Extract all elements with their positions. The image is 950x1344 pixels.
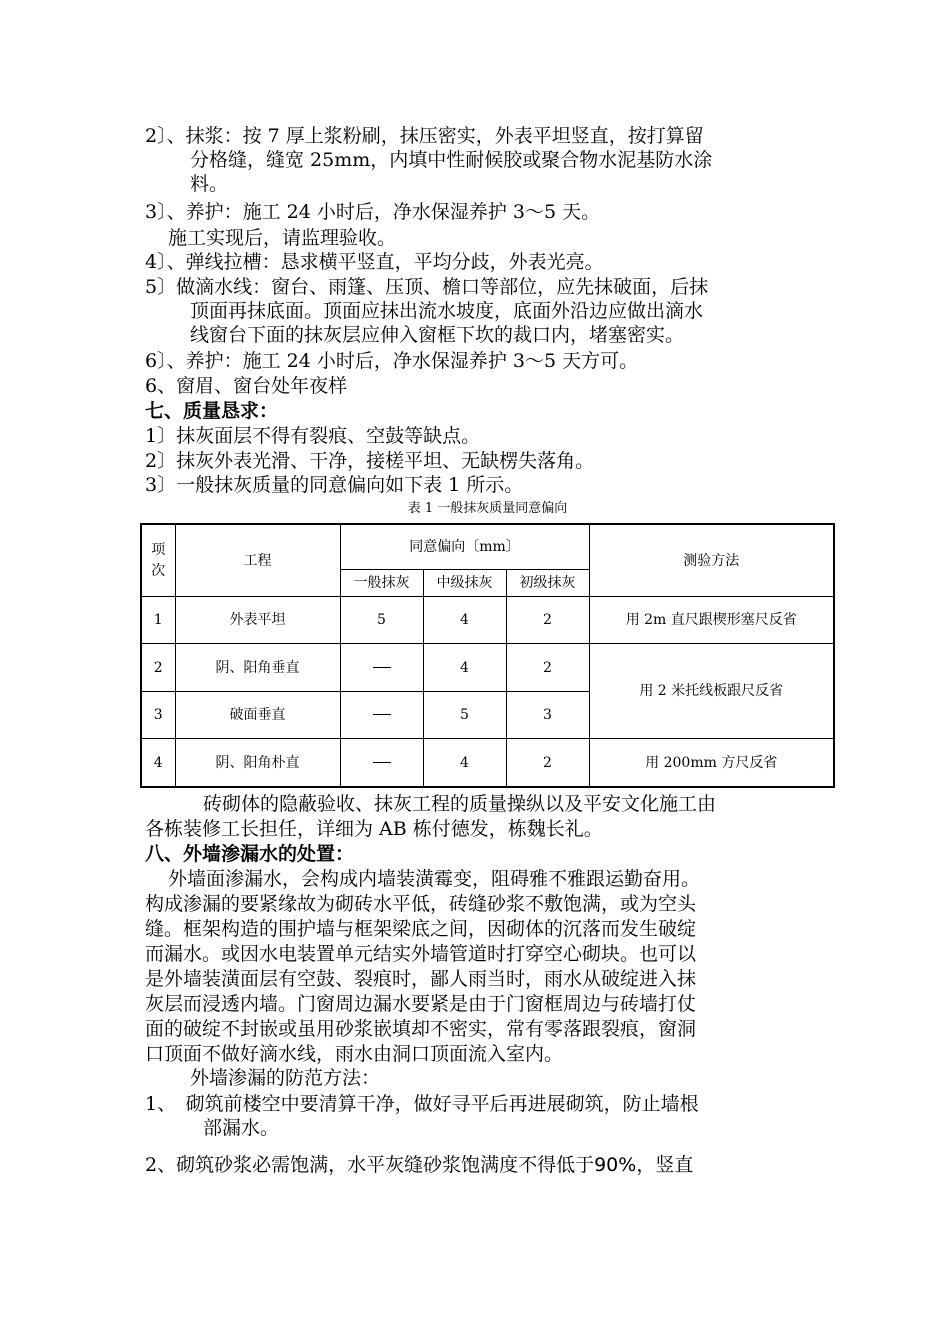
text-line: 料。 — [190, 173, 229, 195]
table-row — [141, 739, 834, 787]
text-line: 构成渗漏的要紧缘故为砌砖水平低，砖缝砂浆不敷饱满，或为空头 — [145, 893, 697, 915]
cell-general: 5 — [340, 597, 423, 644]
text-line: 外墙面渗漏水，会构成内墙装潢霉变，阻碍雅不雅跟运勤奋用。 — [168, 868, 701, 890]
quality-item-3: 3〕一般抹灰质量的同意偏向如下表 1 所示。 — [145, 474, 524, 496]
dash-mark — [373, 667, 391, 668]
table-row — [141, 597, 834, 644]
cell-basic: 3 — [506, 691, 589, 738]
item-drip-line — [145, 275, 810, 347]
cell-basic: 2 — [506, 597, 589, 644]
text-line: 1、 砌筑前楼空中要清算干净，做好寻平后再进展砌筑，防止墙根 — [145, 1093, 699, 1115]
cell-method: 用 2m 直尺跟楔形塞尺反省 — [589, 597, 834, 644]
header-item: 工程 — [175, 524, 340, 597]
cell-basic: 2 — [506, 644, 589, 691]
cell-method: 用 200mm 方尺反省 — [589, 739, 834, 787]
cell-general — [340, 644, 423, 691]
text-line: 2〕、抹浆：按 7 厚上浆粉刷，抹压密实，外表平坦竖直，按打算留 — [145, 125, 704, 147]
text-line: 部漏水。 — [203, 1117, 280, 1139]
item-curing-2: 6〕、养护：施工 24 小时后，净水保湿养护 3～5 天方可。 — [145, 350, 639, 372]
text-line: 分格缝，缝宽 25mm，内填中性耐候胶或聚合物水泥基防水涂 — [190, 149, 713, 171]
cell-item: 阴、阳角朴直 — [175, 739, 340, 787]
cell-intermediate: 5 — [423, 691, 506, 738]
cell-no: 2 — [141, 644, 175, 691]
prevention-item-1 — [145, 1092, 810, 1140]
subheader-basic: 初级抹灰 — [506, 569, 589, 596]
quality-item-2: 2〕抹灰外表光滑、干净，接槎平坦、无缺楞失落角。 — [145, 450, 595, 472]
text-line: 5〕做滴水线：窗台、雨篷、压顶、檐口等部位，应先抹破面，后抹 — [145, 276, 709, 298]
table-row — [141, 644, 834, 691]
table-caption: 表 1 一般抹灰质量同意偏向 — [407, 501, 568, 516]
dash-mark — [373, 762, 391, 763]
cell-no: 4 — [141, 739, 175, 787]
item-plastering — [145, 124, 810, 196]
text-line: 面的破绽不封嵌或虽用砂浆嵌填却不密实，常有零落跟裂痕，窗洞 — [145, 1018, 697, 1040]
cell-item: 外表平坦 — [175, 597, 340, 644]
text-line: 顶面再抹底面。顶面应抹出流水坡度，底面外沿边应做出滴水 — [190, 300, 704, 322]
cell-general — [340, 691, 423, 738]
text-line: 而漏水。或因水电装置单元结实外墙管道时打穿空心砌块。也可以 — [145, 943, 697, 965]
section-heading-quality: 七、质量恳求： — [145, 400, 279, 422]
cell-no: 1 — [141, 597, 175, 644]
cell-item: 破面垂直 — [175, 691, 340, 738]
text-line: 灰层而浸透内墙。门窗周边漏水要紧是由于门窗框周边与砖墙打仗 — [145, 993, 697, 1015]
text-line: 砖砌体的隐蔽验收、抹灰工程的质量操纵以及平安文化施工由 — [203, 793, 717, 815]
text-line: 各栋装修工长担任，详细为 AB 栋付德发，栋魏长礼。 — [145, 818, 603, 840]
text-span: 2、砌筑砂浆必需饱满，水平灰缝砂浆饱满度不得低于 — [145, 1154, 595, 1176]
cell-basic: 2 — [506, 739, 589, 787]
percentage-value: 90% — [594, 1154, 637, 1176]
cell-general — [340, 739, 423, 787]
prevention-intro: 外墙渗漏的防范方法： — [190, 1067, 381, 1089]
text-line: 口顶面不做好滴水线，雨水由洞口顶面流入室内。 — [145, 1043, 564, 1065]
cell-item: 阴、阳角垂直 — [175, 644, 340, 691]
quality-item-1: 1〕抹灰面层不得有裂痕、空鼓等缺点。 — [145, 425, 481, 447]
header-deviation: 同意偏向〔mm〕 — [340, 524, 589, 569]
cell-intermediate: 4 — [423, 644, 506, 691]
header-method: 测验方法 — [589, 524, 834, 597]
section-heading-leakage: 八、外墙渗漏水的处置： — [145, 843, 355, 865]
prevention-item-2 — [145, 1153, 810, 1177]
cell-intermediate: 4 — [423, 597, 506, 644]
text-line: 缝。框架构造的围护墙与框架梁底之间，因砌体的沉落而发生破绽 — [145, 918, 697, 940]
item-groove: 4〕、弹线拉槽：恳求横平竖直，平均分歧，外表光亮。 — [145, 251, 604, 273]
table-header-row — [141, 524, 834, 569]
cell-intermediate: 4 — [423, 739, 506, 787]
text-line: 是外墙装潢面层有空鼓、裂痕时，鄙人雨当时，雨水从破绽进入抹 — [145, 968, 697, 990]
item-window-sill: 6、窗眉、窗台处年夜样 — [145, 375, 348, 397]
quality-deviation-table — [140, 523, 835, 788]
text-line: 线窗台下面的抹灰层应伸入窗框下坎的裁口内，堵塞密实。 — [190, 324, 685, 346]
cell-method: 用 2 米托线板跟尺反省 — [589, 644, 834, 739]
item-curing: 3〕、养护：施工 24 小时后，净水保湿养护 3～5 天。 — [145, 201, 601, 223]
dash-mark — [373, 714, 391, 715]
subheader-general: 一般抹灰 — [340, 569, 423, 596]
acceptance-note: 施工实现后，请监理验收。 — [168, 227, 397, 249]
cell-no: 3 — [141, 691, 175, 738]
text-span: ，竖直 — [636, 1154, 694, 1176]
header-no: 项次 — [141, 524, 175, 597]
subheader-intermediate: 中级抹灰 — [423, 569, 506, 596]
